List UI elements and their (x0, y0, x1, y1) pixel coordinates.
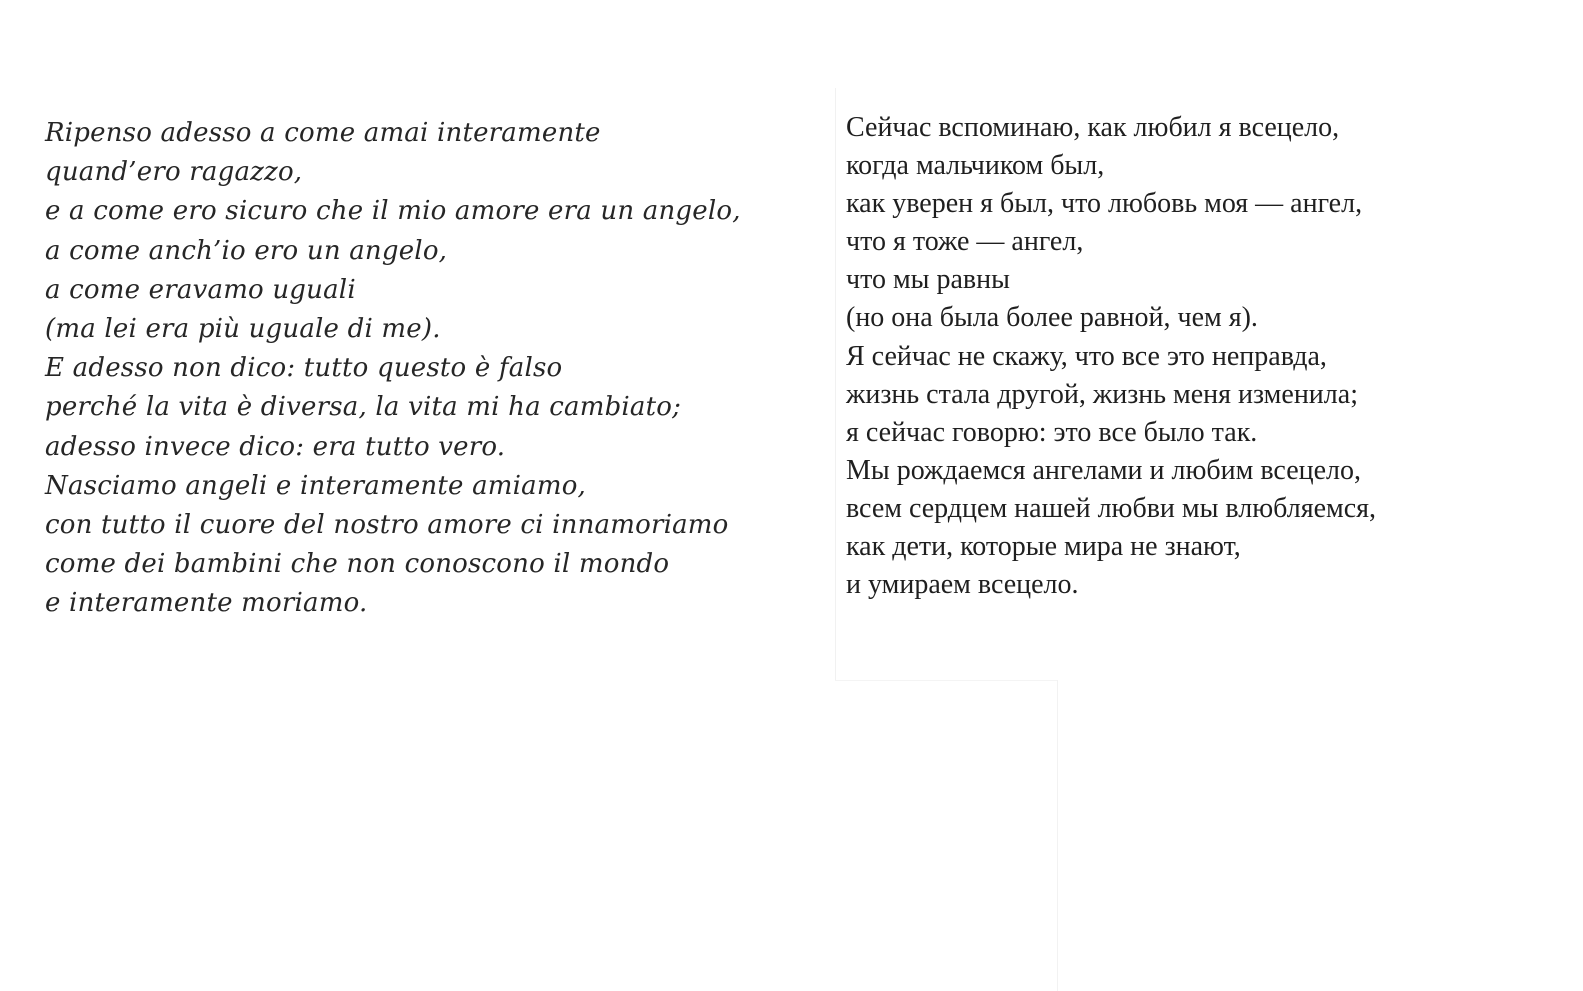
russian-poem-line: жизнь стала другой, жизнь меня изменила; (846, 378, 1358, 410)
russian-poem-line: (но она была более равной, чем я). (846, 302, 1258, 334)
italian-poem-line: Nasciamo angeli e interamente amiamo, (45, 470, 587, 501)
italian-poem-line: (ma lei era più uguale di me). (45, 314, 441, 345)
italian-poem-line: con tutto il cuore del nostro amore ci innamoriamo (45, 510, 729, 541)
italian-poem-line: e interamente moriamo. (45, 588, 368, 619)
russian-poem (846, 109, 1376, 604)
russian-poem-line: что я тоже — ангел, (846, 226, 1084, 258)
italian-poem-line: a come anch’io ero un angelo, (45, 235, 448, 266)
russian-poem-line: всем сердцем нашей любви мы влюбляемся, (846, 492, 1377, 524)
russian-poem-line: Я сейчас не скажу, что все это неправда, (846, 340, 1327, 372)
russian-poem-line: Сейчас вспоминаю, как любил я всецело, (846, 112, 1340, 143)
russian-poem-line: и умираем всецело. (846, 569, 1079, 601)
russian-poem-line: когда мальчиком был, (846, 150, 1105, 182)
italian-poem-line: perché la vita è diversa, la vita mi ha cambiato; (45, 392, 682, 423)
russian-poem-line: я сейчас говорю: это все было так. (846, 416, 1258, 448)
italian-poem-line: adesso invece dico: era tutto vero. (45, 431, 506, 462)
italian-poem-line: a come eravamo uguali (45, 274, 356, 305)
russian-poem-line: как уверен я был, что любовь моя — ангел, (846, 188, 1363, 220)
italian-poem-line: quand’ero ragazzo, (45, 157, 303, 188)
scan-edge-vertical (1057, 680, 1058, 991)
scan-edge-divider (835, 88, 836, 680)
russian-poem-line: как дети, которые мира не знают, (846, 531, 1241, 563)
italian-poem-line: come dei bambini che non conoscono il mondo (45, 549, 670, 580)
scan-edge-bottom (835, 680, 1057, 681)
russian-poem-line: Мы рождаемся ангелами и любим всецело, (846, 454, 1362, 486)
italian-poem-line: Ripenso adesso a come amai interamente (45, 118, 601, 148)
italian-poem-line: e a come ero sicuro che il mio amore era un angelo, (45, 196, 741, 227)
italian-poem (45, 114, 741, 624)
russian-poem-line: что мы равны (846, 264, 1010, 296)
italian-poem-line: E adesso non dico: tutto questo è falso (45, 353, 563, 384)
